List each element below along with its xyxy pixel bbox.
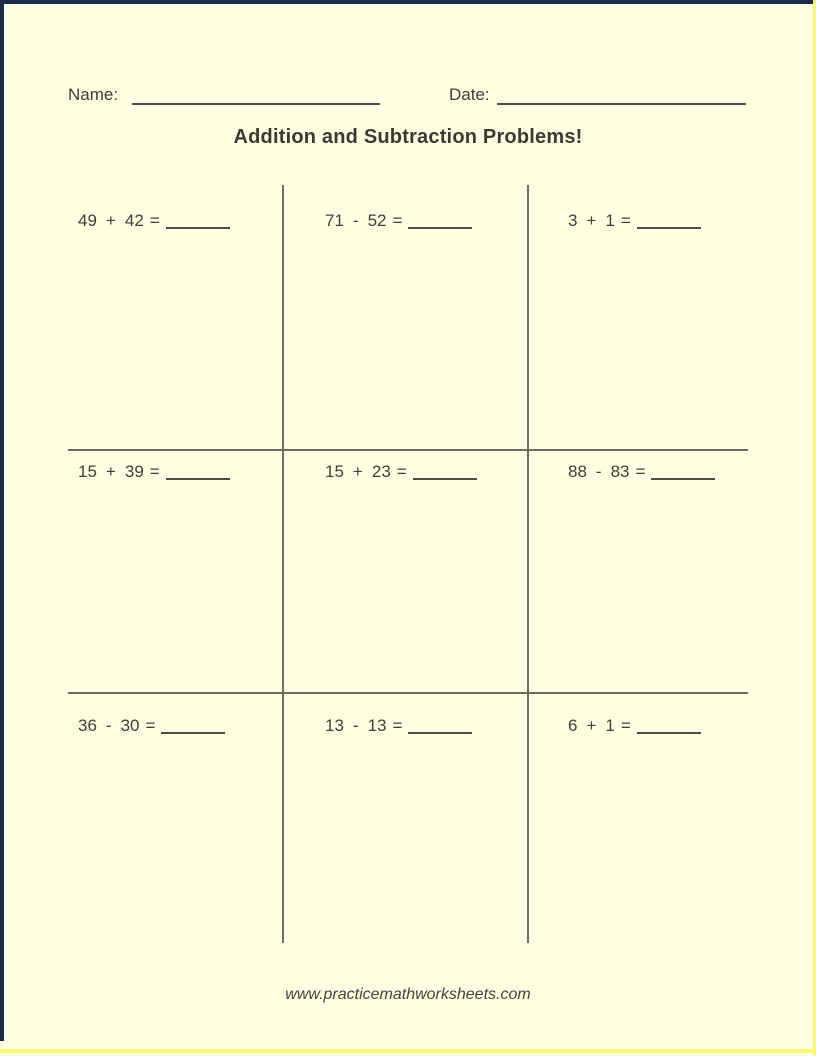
- operand-2: 13: [367, 716, 387, 735]
- math-problem: [325, 716, 472, 736]
- answer-blank: [413, 478, 477, 480]
- operand-1: 13: [325, 716, 344, 735]
- operand-1: 36: [78, 716, 97, 735]
- math-problem: [78, 462, 230, 482]
- equals-sign: =: [392, 716, 403, 735]
- page-border-top: [0, 0, 816, 4]
- answer-blank: [161, 732, 225, 734]
- grid-horizontal-line-2: [68, 692, 748, 694]
- grid-horizontal-line-1: [68, 449, 748, 451]
- operator: -: [105, 716, 112, 735]
- math-problem: [568, 211, 701, 231]
- operand-1: 6: [568, 716, 578, 735]
- operator: +: [586, 716, 597, 735]
- operator: +: [586, 211, 597, 230]
- equals-sign: =: [635, 462, 646, 481]
- page-border-left: [0, 0, 4, 1041]
- operand-1: 3: [568, 211, 578, 230]
- equals-sign: =: [149, 462, 160, 481]
- equals-sign: =: [396, 462, 407, 481]
- operator: +: [105, 211, 116, 230]
- math-problem: [325, 462, 477, 482]
- equals-sign: =: [620, 211, 631, 230]
- equals-sign: =: [392, 211, 403, 230]
- answer-blank: [166, 478, 230, 480]
- grid-vertical-line-1: [282, 185, 284, 943]
- answer-blank: [408, 732, 472, 734]
- operand-1: 88: [568, 462, 587, 481]
- operand-2: 39: [124, 462, 144, 481]
- operand-2: 1: [605, 716, 615, 735]
- math-problem: [325, 211, 472, 231]
- math-problem: [78, 211, 230, 231]
- operand-2: 83: [610, 462, 630, 481]
- operand-2: 42: [124, 211, 144, 230]
- date-label: Date:: [449, 85, 490, 104]
- grid-vertical-line-2: [527, 185, 529, 943]
- date-blank-line: [497, 103, 746, 105]
- operand-2: 30: [120, 716, 140, 735]
- page-edge-line-bottom: [0, 1049, 816, 1053]
- name-label: Name:: [68, 85, 119, 104]
- answer-blank: [637, 732, 701, 734]
- equals-sign: =: [149, 211, 160, 230]
- operator: -: [352, 716, 359, 735]
- math-problem: [568, 462, 715, 482]
- footer-website: www.practicemathworksheets.com: [285, 986, 531, 1003]
- operand-1: 15: [78, 462, 97, 481]
- answer-blank: [637, 227, 701, 229]
- name-blank-line: [132, 103, 380, 105]
- operator: -: [595, 462, 602, 481]
- answer-blank: [166, 227, 230, 229]
- equals-sign: =: [620, 716, 631, 735]
- math-problem: [568, 716, 701, 736]
- equals-sign: =: [145, 716, 156, 735]
- math-problem: [78, 716, 225, 736]
- answer-blank: [651, 478, 715, 480]
- operator: +: [105, 462, 116, 481]
- operator: +: [352, 462, 363, 481]
- operator: -: [352, 211, 359, 230]
- operand-2: 1: [605, 211, 615, 230]
- operand-1: 15: [325, 462, 344, 481]
- answer-blank: [408, 227, 472, 229]
- operand-2: 52: [367, 211, 387, 230]
- worksheet-title: Addition and Subtraction Problems!: [233, 126, 583, 148]
- operand-1: 71: [325, 211, 344, 230]
- operand-1: 49: [78, 211, 97, 230]
- operand-2: 23: [371, 462, 391, 481]
